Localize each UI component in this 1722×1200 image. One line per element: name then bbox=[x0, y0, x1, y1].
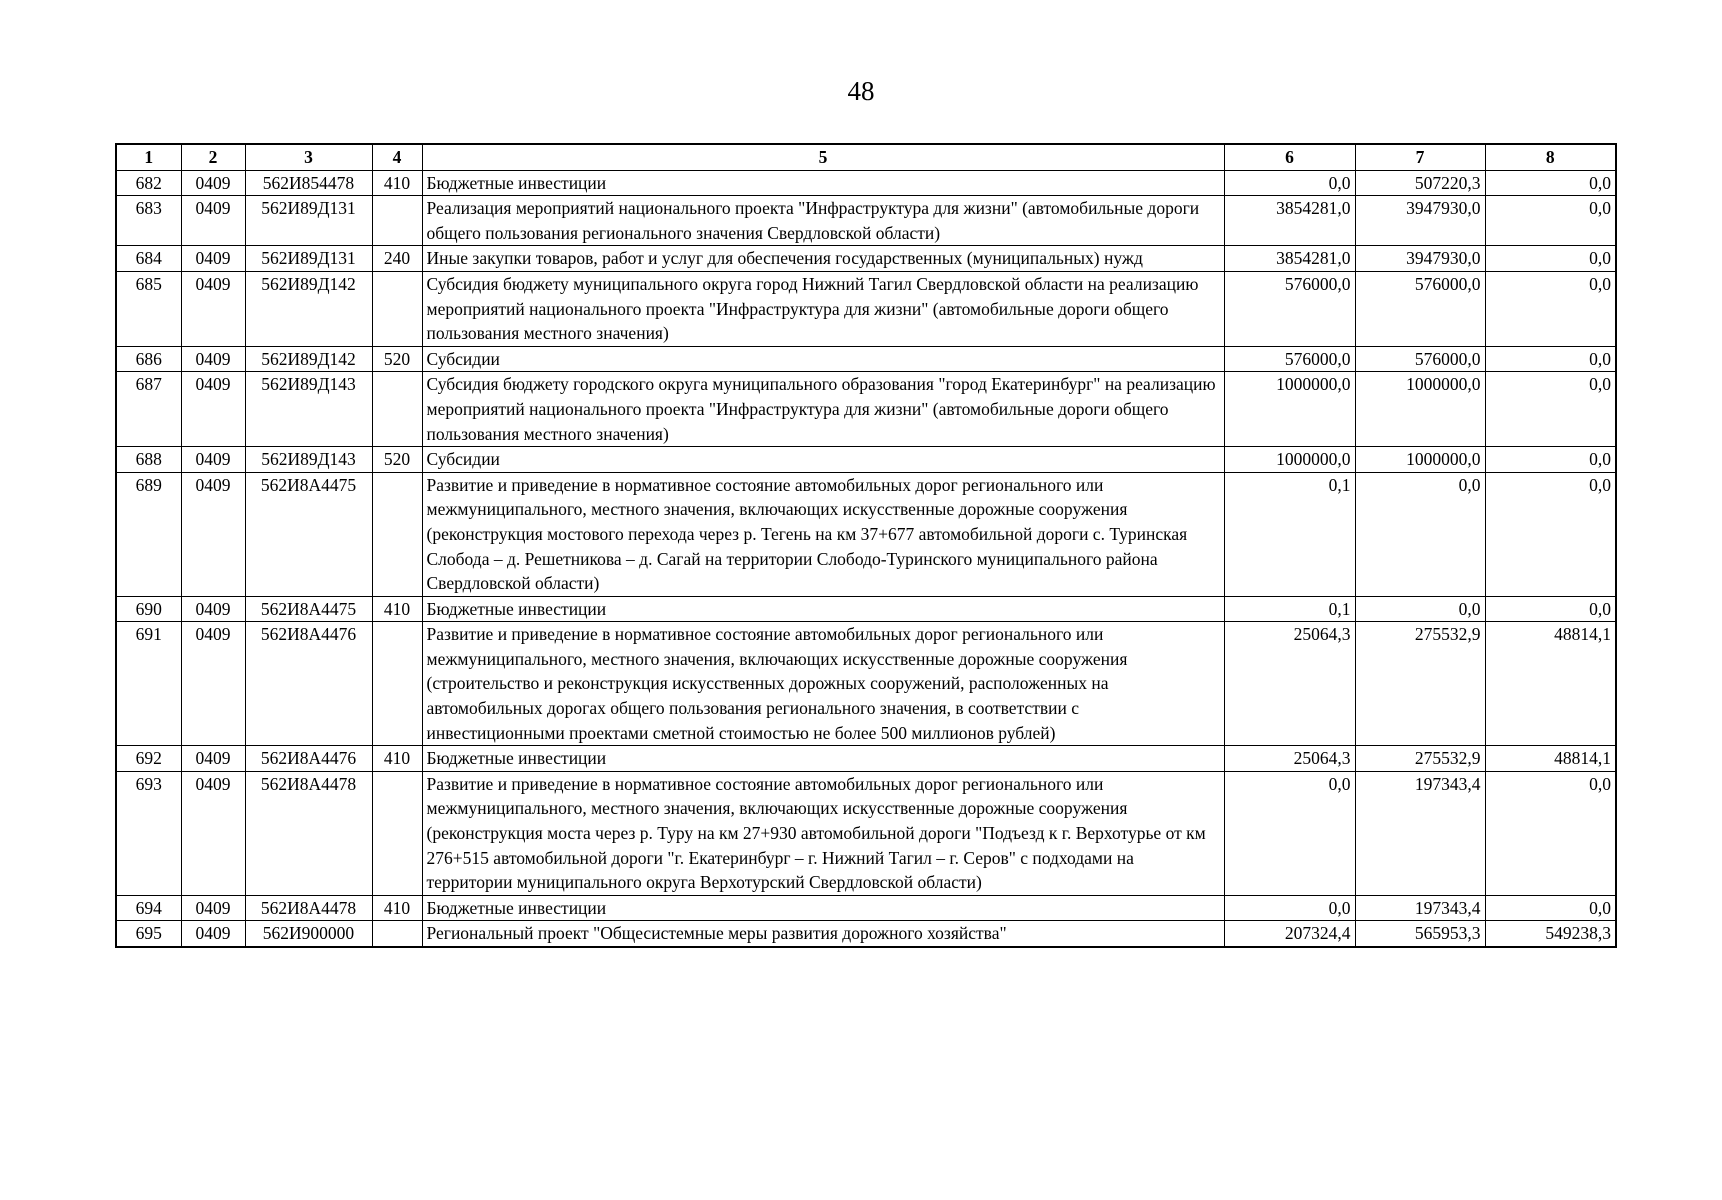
amount-col-8-cell: 0,0 bbox=[1485, 346, 1616, 372]
expense-type-cell: 410 bbox=[372, 895, 422, 921]
amount-col-8-cell: 0,0 bbox=[1485, 771, 1616, 895]
section-code-cell: 0409 bbox=[181, 472, 245, 596]
description-cell: Развитие и приведение в нормативное состояние автомобильных дорог регионального или межмуниципального, местного значения, включающих искусственные дорожные сооружения (реконструкция мостового перехода через р. Тегень на км 37+677 автомобильной дороги с. Туринская Слобода – д. Решетникова – д. Сагай на территории Слободо-Туринского муниципального района Свердловской области) bbox=[422, 472, 1224, 596]
row-number-cell: 691 bbox=[116, 622, 181, 746]
amount-col-8-cell: 48814,1 bbox=[1485, 622, 1616, 746]
expense-type-cell bbox=[372, 196, 422, 246]
table-row bbox=[116, 895, 1616, 921]
description-cell: Бюджетные инвестиции bbox=[422, 170, 1224, 196]
amount-col-8-cell: 48814,1 bbox=[1485, 746, 1616, 772]
table-header bbox=[116, 144, 1616, 170]
table-row bbox=[116, 196, 1616, 246]
amount-col-8-cell: 0,0 bbox=[1485, 447, 1616, 473]
description-cell: Региональный проект "Общесистемные меры развития дорожного хозяйства" bbox=[422, 921, 1224, 947]
section-code-cell: 0409 bbox=[181, 447, 245, 473]
row-number-cell: 693 bbox=[116, 771, 181, 895]
description-cell: Иные закупки товаров, работ и услуг для обеспечения государственных (муниципальных) нужд bbox=[422, 246, 1224, 272]
amount-col-7-cell: 0,0 bbox=[1355, 472, 1485, 596]
table-row bbox=[116, 622, 1616, 746]
description-cell: Реализация мероприятий национального проекта "Инфраструктура для жизни" (автомобильные дороги общего пользования регионального значения Свердловской области) bbox=[422, 196, 1224, 246]
expense-type-cell bbox=[372, 771, 422, 895]
target-code-cell: 562И89Д131 bbox=[245, 196, 372, 246]
header-col-1: 1 bbox=[116, 144, 181, 170]
amount-col-6-cell: 3854281,0 bbox=[1224, 246, 1355, 272]
amount-col-6-cell: 576000,0 bbox=[1224, 271, 1355, 346]
target-code-cell: 562И89Д143 bbox=[245, 372, 372, 447]
row-number-cell: 685 bbox=[116, 271, 181, 346]
table-row bbox=[116, 170, 1616, 196]
amount-col-6-cell: 0,0 bbox=[1224, 771, 1355, 895]
row-number-cell: 688 bbox=[116, 447, 181, 473]
amount-col-7-cell: 565953,3 bbox=[1355, 921, 1485, 947]
section-code-cell: 0409 bbox=[181, 771, 245, 895]
table-row bbox=[116, 346, 1616, 372]
row-number-cell: 682 bbox=[116, 170, 181, 196]
target-code-cell: 562И89Д131 bbox=[245, 246, 372, 272]
expense-type-cell: 240 bbox=[372, 246, 422, 272]
table-row bbox=[116, 596, 1616, 622]
target-code-cell: 562И854478 bbox=[245, 170, 372, 196]
table-row bbox=[116, 472, 1616, 596]
amount-col-8-cell: 0,0 bbox=[1485, 372, 1616, 447]
header-col-2: 2 bbox=[181, 144, 245, 170]
amount-col-7-cell: 1000000,0 bbox=[1355, 372, 1485, 447]
row-number-cell: 694 bbox=[116, 895, 181, 921]
description-cell: Развитие и приведение в нормативное состояние автомобильных дорог регионального или межмуниципального, местного значения, включающих искусственные дорожные сооружения (реконструкция моста через р. Туру на км 27+930 автомобильной дороги "Подъезд к г. Верхотурье от км 276+515 автомобильной дороги "г. Екатеринбург – г. Нижний Тагил – г. Серов" с подходами на территории муниципального округа Верхотурский Свердловской области) bbox=[422, 771, 1224, 895]
expense-type-cell: 410 bbox=[372, 746, 422, 772]
amount-col-7-cell: 0,0 bbox=[1355, 596, 1485, 622]
description-cell: Субсидии bbox=[422, 346, 1224, 372]
header-col-7: 7 bbox=[1355, 144, 1485, 170]
header-col-3: 3 bbox=[245, 144, 372, 170]
table-row bbox=[116, 246, 1616, 272]
description-cell: Бюджетные инвестиции bbox=[422, 746, 1224, 772]
target-code-cell: 562И8А4475 bbox=[245, 472, 372, 596]
amount-col-6-cell: 25064,3 bbox=[1224, 622, 1355, 746]
description-cell: Субсидия бюджету городского округа муниципального образования "город Екатеринбург" на реализацию мероприятий национального проекта "Инфраструктура для жизни" (автомобильные дороги общего пользования местного значения) bbox=[422, 372, 1224, 447]
section-code-cell: 0409 bbox=[181, 372, 245, 447]
row-number-cell: 695 bbox=[116, 921, 181, 947]
section-code-cell: 0409 bbox=[181, 596, 245, 622]
table-row bbox=[116, 771, 1616, 895]
target-code-cell: 562И89Д142 bbox=[245, 346, 372, 372]
expense-type-cell bbox=[372, 921, 422, 947]
target-code-cell: 562И8А4478 bbox=[245, 895, 372, 921]
amount-col-8-cell: 0,0 bbox=[1485, 472, 1616, 596]
amount-col-6-cell: 0,1 bbox=[1224, 472, 1355, 596]
description-cell: Субсидии bbox=[422, 447, 1224, 473]
description-cell: Развитие и приведение в нормативное состояние автомобильных дорог регионального или межмуниципального, местного значения, включающих искусственные дорожные сооружения (строительство и реконструкция искусственных дорожных сооружений, расположенных на автомобильных дорогах общего пользования регионального значения, в соответствии с инвестиционными проектами сметной стоимостью не более 500 миллионов рублей) bbox=[422, 622, 1224, 746]
amount-col-8-cell: 0,0 bbox=[1485, 271, 1616, 346]
amount-col-8-cell: 0,0 bbox=[1485, 246, 1616, 272]
header-col-6: 6 bbox=[1224, 144, 1355, 170]
section-code-cell: 0409 bbox=[181, 346, 245, 372]
amount-col-7-cell: 576000,0 bbox=[1355, 346, 1485, 372]
target-code-cell: 562И8А4476 bbox=[245, 622, 372, 746]
section-code-cell: 0409 bbox=[181, 921, 245, 947]
expense-type-cell: 520 bbox=[372, 447, 422, 473]
table-row bbox=[116, 447, 1616, 473]
amount-col-6-cell: 576000,0 bbox=[1224, 346, 1355, 372]
expense-type-cell bbox=[372, 372, 422, 447]
amount-col-8-cell: 0,0 bbox=[1485, 596, 1616, 622]
table-row bbox=[116, 746, 1616, 772]
description-cell: Субсидия бюджету муниципального округа город Нижний Тагил Свердловской области на реализацию мероприятий национального проекта "Инфраструктура для жизни" (автомобильные дороги общего пользования местного значения) bbox=[422, 271, 1224, 346]
description-cell: Бюджетные инвестиции bbox=[422, 596, 1224, 622]
header-col-5: 5 bbox=[422, 144, 1224, 170]
header-row bbox=[116, 144, 1616, 170]
amount-col-6-cell: 0,1 bbox=[1224, 596, 1355, 622]
description-cell: Бюджетные инвестиции bbox=[422, 895, 1224, 921]
amount-col-7-cell: 197343,4 bbox=[1355, 771, 1485, 895]
section-code-cell: 0409 bbox=[181, 196, 245, 246]
amount-col-7-cell: 3947930,0 bbox=[1355, 246, 1485, 272]
target-code-cell: 562И8А4475 bbox=[245, 596, 372, 622]
amount-col-8-cell: 0,0 bbox=[1485, 196, 1616, 246]
expense-type-cell bbox=[372, 622, 422, 746]
target-code-cell: 562И8А4476 bbox=[245, 746, 372, 772]
header-col-4: 4 bbox=[372, 144, 422, 170]
row-number-cell: 686 bbox=[116, 346, 181, 372]
row-number-cell: 683 bbox=[116, 196, 181, 246]
page-number: 48 bbox=[847, 76, 875, 106]
row-number-cell: 684 bbox=[116, 246, 181, 272]
amount-col-8-cell: 0,0 bbox=[1485, 895, 1616, 921]
amount-col-7-cell: 576000,0 bbox=[1355, 271, 1485, 346]
target-code-cell: 562И89Д142 bbox=[245, 271, 372, 346]
amount-col-7-cell: 275532,9 bbox=[1355, 746, 1485, 772]
amount-col-8-cell: 549238,3 bbox=[1485, 921, 1616, 947]
amount-col-6-cell: 25064,3 bbox=[1224, 746, 1355, 772]
amount-col-7-cell: 3947930,0 bbox=[1355, 196, 1485, 246]
row-number-cell: 687 bbox=[116, 372, 181, 447]
amount-col-6-cell: 3854281,0 bbox=[1224, 196, 1355, 246]
target-code-cell: 562И89Д143 bbox=[245, 447, 372, 473]
section-code-cell: 0409 bbox=[181, 746, 245, 772]
target-code-cell: 562И900000 bbox=[245, 921, 372, 947]
table-row bbox=[116, 921, 1616, 947]
expense-type-cell bbox=[372, 472, 422, 596]
header-col-8: 8 bbox=[1485, 144, 1616, 170]
section-code-cell: 0409 bbox=[181, 271, 245, 346]
section-code-cell: 0409 bbox=[181, 246, 245, 272]
amount-col-6-cell: 0,0 bbox=[1224, 170, 1355, 196]
row-number-cell: 692 bbox=[116, 746, 181, 772]
amount-col-6-cell: 207324,4 bbox=[1224, 921, 1355, 947]
amount-col-6-cell: 1000000,0 bbox=[1224, 372, 1355, 447]
section-code-cell: 0409 bbox=[181, 622, 245, 746]
amount-col-7-cell: 507220,3 bbox=[1355, 170, 1485, 196]
target-code-cell: 562И8А4478 bbox=[245, 771, 372, 895]
amount-col-7-cell: 275532,9 bbox=[1355, 622, 1485, 746]
amount-col-6-cell: 1000000,0 bbox=[1224, 447, 1355, 473]
expense-type-cell bbox=[372, 271, 422, 346]
expense-type-cell: 520 bbox=[372, 346, 422, 372]
row-number-cell: 690 bbox=[116, 596, 181, 622]
budget-table bbox=[115, 143, 1617, 948]
amount-col-7-cell: 1000000,0 bbox=[1355, 447, 1485, 473]
table-row bbox=[116, 271, 1616, 346]
amount-col-8-cell: 0,0 bbox=[1485, 170, 1616, 196]
section-code-cell: 0409 bbox=[181, 170, 245, 196]
amount-col-7-cell: 197343,4 bbox=[1355, 895, 1485, 921]
expense-type-cell: 410 bbox=[372, 596, 422, 622]
table-row bbox=[116, 372, 1616, 447]
section-code-cell: 0409 bbox=[181, 895, 245, 921]
table-body bbox=[116, 170, 1616, 947]
row-number-cell: 689 bbox=[116, 472, 181, 596]
amount-col-6-cell: 0,0 bbox=[1224, 895, 1355, 921]
expense-type-cell: 410 bbox=[372, 170, 422, 196]
